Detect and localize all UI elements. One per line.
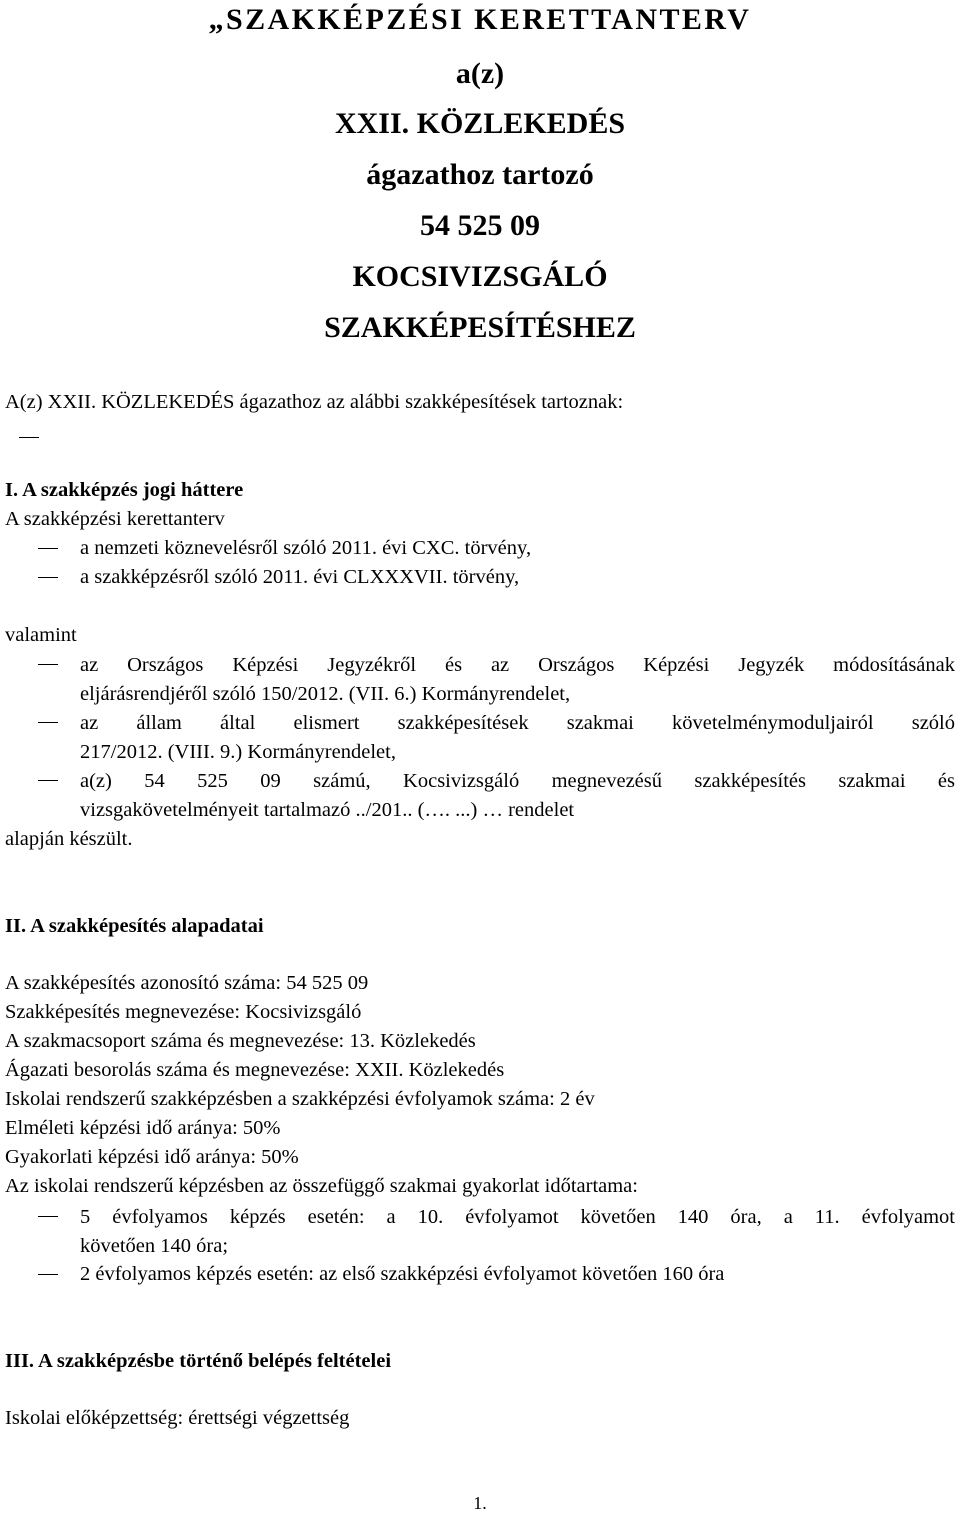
basic-data-line-2: Szakképesítés megnevezése: Kocsivizsgáló [5,1001,362,1023]
section-1-closing: alapján készült. [5,828,133,850]
list-dash [38,577,58,578]
decree-item-3-line-1: a(z) 54 525 09 számú, Kocsivizsgáló megnevezésű szakképesítés szakmai és [80,770,955,792]
list-dash [38,664,58,665]
section-3-line: Iskolai előképzettség: érettségi végzettség [5,1407,350,1429]
section-1-heading: I. A szakképzés jogi háttere [5,479,244,501]
decree-item-1-line-1: az Országos Képzési Jegyzékről és az Országos Képzési Jegyzék módosításának [80,654,955,676]
practice-item-1-line-2: követően 140 óra; [80,1235,229,1257]
list-dash [38,1216,58,1217]
decree-item-3-line-2: vizsgakövetelményeit tartalmazó ../201.. (…. ...) … rendelet [80,799,575,821]
title-line-1: „SZAKKÉPZÉSI KERETTANTERV [208,3,752,36]
decree-item-2 [80,709,955,767]
valamint-text: valamint [5,624,77,646]
page-number: 1. [473,1493,487,1513]
basic-data-line-1: A szakképesítés azonosító száma: 54 525 09 [5,972,369,994]
title-line-5: 54 525 09 [420,209,540,242]
title-line-6: KOCSIVIZSGÁLÓ [352,260,608,293]
basic-data-line-5: Iskolai rendszerű szakképzésben a szakképzési évfolyamok száma: 2 év [5,1088,595,1110]
list-dash [38,1274,58,1275]
decree-item-1-line-2: eljárásrendjéről szóló 150/2012. (VII. 6.) Kormányrendelet, [80,683,571,705]
title-line-4: ágazathoz tartozó [366,158,594,191]
practice-item-2: 2 évfolyamos képzés esetén: az első szakképzési évfolyamot követően 160 óra [80,1263,725,1285]
section-1-lead: A szakképzési kerettanterv [5,508,225,530]
section-2-heading: II. A szakképesítés alapadatai [5,915,264,937]
decree-item-2-line-1: az állam által elismert szakképesítések szakmai követelménymoduljairól szóló [80,712,955,734]
list-dash [38,548,58,549]
practice-item-1 [80,1203,955,1261]
title-line-3: XXII. KÖZLEKEDÉS [334,107,626,140]
basic-data-line-6: Elméleti képzési idő aránya: 50% [5,1117,281,1139]
title-line-7: SZAKKÉPESÍTÉSHEZ [324,311,636,344]
list-dash [38,722,58,723]
decree-item-3 [80,767,955,825]
basic-data-line-7: Gyakorlati képzési idő aránya: 50% [5,1146,299,1168]
intro-text: A(z) XXII. KÖZLEKEDÉS ágazathoz az alábbi szakképesítések tartoznak: [5,391,624,413]
section-3-heading: III. A szakképzésbe történő belépés feltételei [5,1350,392,1372]
empty-list-dash [19,437,39,438]
list-dash [38,780,58,781]
basic-data-line-3: A szakmacsoport száma és megnevezése: 13. Közlekedés [5,1030,476,1052]
basic-data-line-8: Az iskolai rendszerű képzésben az összefüggő szakmai gyakorlat időtartama: [5,1175,638,1197]
title-line-2: a(z) [455,57,505,90]
basic-data-line-4: Ágazati besorolás száma és megnevezése: XXII. Közlekedés [5,1059,505,1081]
law-item-2: a szakképzésről szóló 2011. évi CLXXXVII. törvény, [80,566,520,588]
decree-item-1 [80,651,955,709]
law-item-1: a nemzeti köznevelésről szóló 2011. évi CXC. törvény, [80,537,532,559]
practice-item-1-line-1: 5 évfolyamos képzés esetén: a 10. évfolyamot követően 140 óra, a 11. évfolyamot [80,1206,955,1228]
decree-item-2-line-2: 217/2012. (VIII. 9.) Kormányrendelet, [80,741,396,763]
